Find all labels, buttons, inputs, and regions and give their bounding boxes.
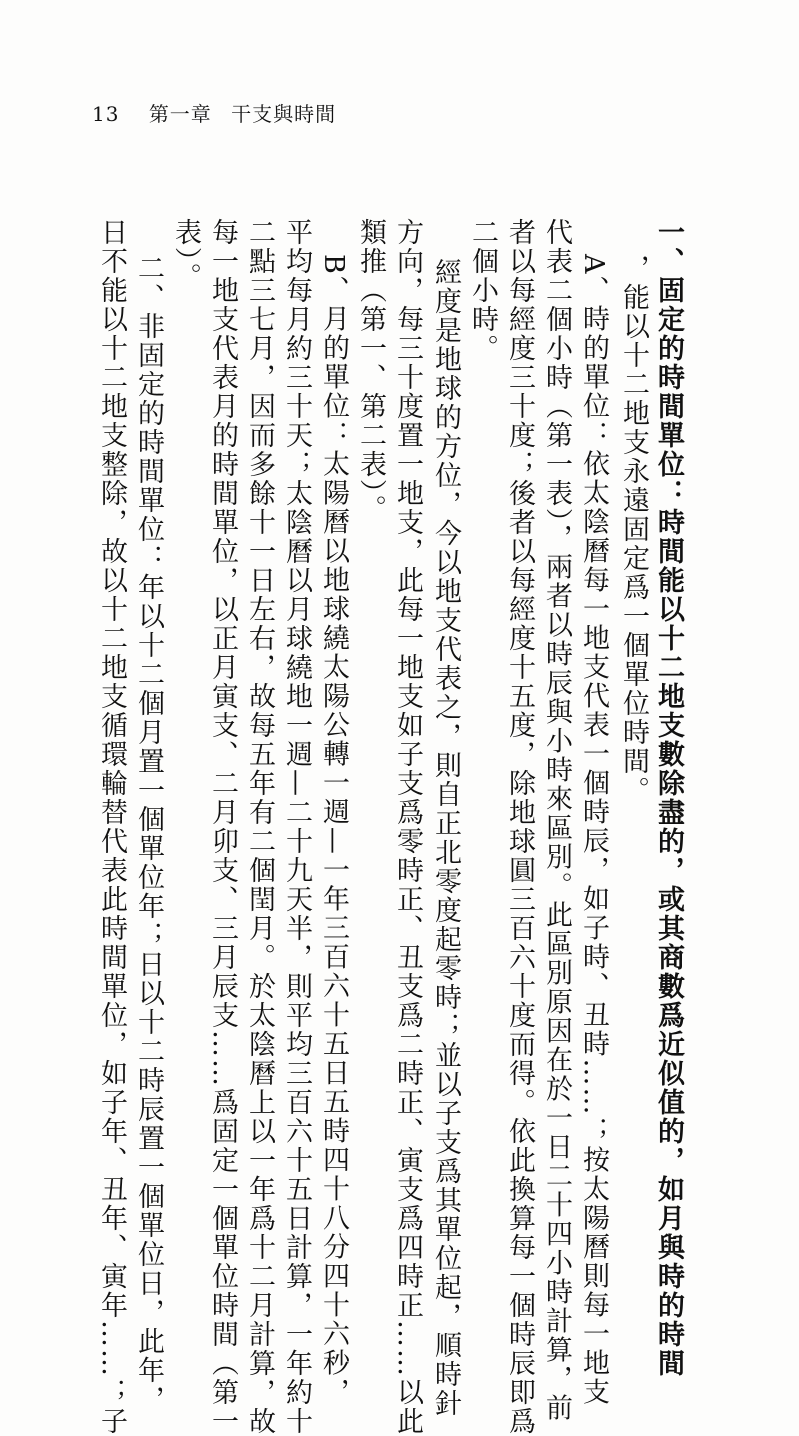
text-column-10: B、月的單位：太陽曆以地球繞太陽公轉一週—一年三百六十五日五時四十八分四十六秒，	[318, 254, 349, 1407]
page-number: 13	[92, 102, 120, 126]
text-column-14: 表）。	[170, 218, 201, 292]
text-column-12: 二點三七月，因而多餘十一日左右，故每五年有二個閏月。於太陰曆上以一年爲十二月計算，故	[244, 218, 275, 1436]
text-column-6: 二個小時。	[467, 218, 498, 363]
text-column-16: 日不能以十二地支整除，故以十二地支循環輪替代表此時間單位，如子年、丑年、寅年……；子	[96, 218, 127, 1436]
text-column-1: 一、固定的時間單位：時間能以十二地支數除盡的，或其商數爲近似值的，如月與時的時間	[653, 218, 684, 1378]
chapter-title: 干支與時間	[231, 102, 337, 126]
text-column-9: 類推（第一、第二表）。	[355, 218, 386, 524]
text-column-4: 代表二個小時（第一表），兩者以時辰與小時來區別。此區別原因在於一日二十四小時計算，前	[541, 218, 572, 1423]
text-column-11: 平均每月約三十天；太陰曆以月球繞地一週—二十九天半，則平均三百六十五日計算，一年約十	[281, 218, 312, 1436]
text-column-15: 二、非固定的時間單位：年以十二個月置一個單位年；日以十二時辰置一個單位日，此年，	[133, 254, 164, 1414]
text-column-13: 每一地支代表月的時間單位，以正月寅支、二月卯支、三月辰支……爲固定一個單位時間（第一	[207, 218, 238, 1436]
text-column-2: ，能以十二地支永遠固定爲一個單位時間。	[618, 254, 649, 805]
chapter-label: 第一章	[148, 102, 212, 126]
text-column-8: 方向，每三十度置一地支，此每一地支如子支爲零時正、丑支爲二時正、寅支爲四時正……以此	[392, 218, 423, 1436]
page-header	[92, 98, 336, 127]
text-column-7: 經度是地球的方位，今以地支代表之，則自正北零度起零時；並以子支爲其單位起，順時針	[430, 258, 461, 1418]
text-column-3: A、時的單位：依太陰曆每一地支代表一個時辰，如子時、丑時……；按太陽曆則每一地支	[578, 254, 609, 1407]
text-column-5: 者以每經度三十度；後者以每經度十五度，除地球圓三百六十度而得。依此換算每一個時辰即爲	[504, 218, 535, 1436]
